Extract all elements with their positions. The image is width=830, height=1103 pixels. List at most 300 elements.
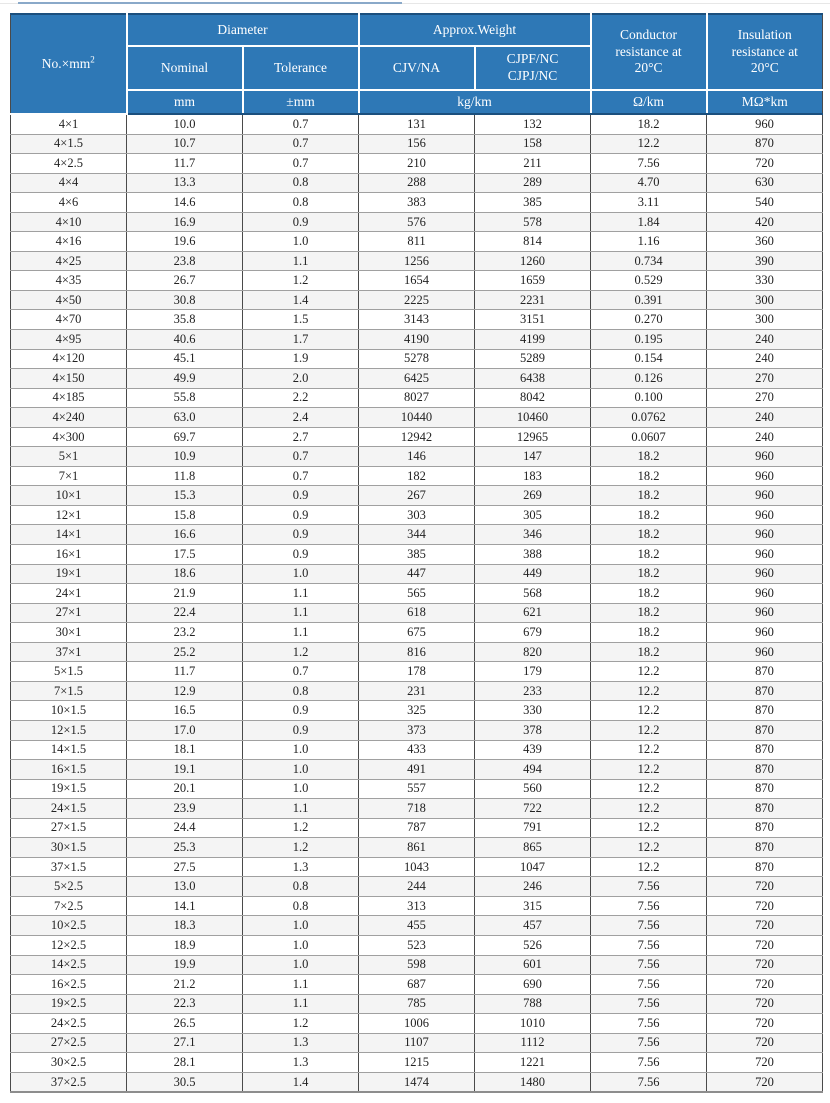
cell-tolerance_mm: 0.8 (243, 896, 359, 916)
cell-insulation_resistance: 720 (707, 896, 823, 916)
cell-weight_cjv_na: 1654 (359, 271, 475, 291)
table-row (11, 369, 823, 389)
cell-weight_cjv_na: 383 (359, 193, 475, 213)
cell-size: 27×1 (11, 603, 127, 623)
cell-size: 12×2.5 (11, 935, 127, 955)
cell-size: 14×1 (11, 525, 127, 545)
cell-weight_cjpf_cjpj: 1260 (475, 251, 591, 271)
cell-nominal_mm: 21.2 (127, 975, 243, 995)
cell-size: 4×95 (11, 330, 127, 350)
cell-insulation_resistance: 870 (707, 818, 823, 838)
cell-weight_cjpf_cjpj: 578 (475, 212, 591, 232)
cell-tolerance_mm: 1.1 (243, 603, 359, 623)
cell-nominal_mm: 23.2 (127, 623, 243, 643)
cell-weight_cjv_na: 455 (359, 916, 475, 936)
cell-conductor_resistance: 7.56 (591, 1014, 707, 1034)
cell-weight_cjv_na: 1215 (359, 1053, 475, 1073)
cell-weight_cjv_na: 1006 (359, 1014, 475, 1034)
cell-size: 24×2.5 (11, 1014, 127, 1034)
cell-weight_cjpf_cjpj: 3151 (475, 310, 591, 330)
cell-nominal_mm: 17.0 (127, 720, 243, 740)
cell-weight_cjpf_cjpj: 621 (475, 603, 591, 623)
cell-conductor_resistance: 12.2 (591, 701, 707, 721)
cell-tolerance_mm: 2.0 (243, 369, 359, 389)
cell-weight_cjpf_cjpj: 246 (475, 877, 591, 897)
cell-nominal_mm: 49.9 (127, 369, 243, 389)
cell-tolerance_mm: 1.4 (243, 1072, 359, 1092)
cell-insulation_resistance: 870 (707, 760, 823, 780)
cell-weight_cjv_na: 433 (359, 740, 475, 760)
cell-conductor_resistance: 18.2 (591, 642, 707, 662)
table-row (11, 623, 823, 643)
cell-tolerance_mm: 1.2 (243, 271, 359, 291)
cell-insulation_resistance: 720 (707, 1014, 823, 1034)
cell-weight_cjpf_cjpj: 183 (475, 466, 591, 486)
cell-weight_cjpf_cjpj: 1480 (475, 1072, 591, 1092)
cell-nominal_mm: 18.3 (127, 916, 243, 936)
cell-weight_cjpf_cjpj: 1221 (475, 1053, 591, 1073)
cell-weight_cjpf_cjpj: 346 (475, 525, 591, 545)
cell-insulation_resistance: 420 (707, 212, 823, 232)
cell-conductor_resistance: 0.529 (591, 271, 707, 291)
cell-nominal_mm: 24.4 (127, 818, 243, 838)
header-size-column (11, 14, 127, 114)
cell-weight_cjpf_cjpj: 179 (475, 662, 591, 682)
cell-weight_cjv_na: 618 (359, 603, 475, 623)
cell-weight_cjpf_cjpj: 233 (475, 681, 591, 701)
cell-size: 4×6 (11, 193, 127, 213)
cell-conductor_resistance: 18.2 (591, 114, 707, 134)
cell-insulation_resistance: 960 (707, 114, 823, 134)
cell-size: 19×1 (11, 564, 127, 584)
cell-tolerance_mm: 2.2 (243, 388, 359, 408)
cell-conductor_resistance: 7.56 (591, 896, 707, 916)
header-cjv-na: CJV/NA (359, 46, 475, 90)
table-row (11, 740, 823, 760)
cell-weight_cjv_na: 344 (359, 525, 475, 545)
cell-weight_cjpf_cjpj: 289 (475, 173, 591, 193)
cell-conductor_resistance: 0.0762 (591, 408, 707, 428)
cell-insulation_resistance: 960 (707, 447, 823, 467)
cell-tolerance_mm: 0.9 (243, 525, 359, 545)
cell-tolerance_mm: 0.7 (243, 466, 359, 486)
cell-conductor_resistance: 12.2 (591, 838, 707, 858)
cell-tolerance_mm: 0.7 (243, 447, 359, 467)
cell-weight_cjpf_cjpj: 132 (475, 114, 591, 134)
cell-weight_cjpf_cjpj: 679 (475, 623, 591, 643)
cell-nominal_mm: 23.8 (127, 251, 243, 271)
cell-conductor_resistance: 12.2 (591, 779, 707, 799)
cell-size: 10×1 (11, 486, 127, 506)
cell-nominal_mm: 21.9 (127, 584, 243, 604)
cell-conductor_resistance: 12.2 (591, 662, 707, 682)
cell-weight_cjpf_cjpj: 820 (475, 642, 591, 662)
cell-tolerance_mm: 0.9 (243, 720, 359, 740)
cell-size: 4×4 (11, 173, 127, 193)
cell-tolerance_mm: 1.7 (243, 330, 359, 350)
table-row (11, 290, 823, 310)
cell-insulation_resistance: 240 (707, 427, 823, 447)
cell-weight_cjpf_cjpj: 211 (475, 154, 591, 174)
cell-size: 37×2.5 (11, 1072, 127, 1092)
cell-weight_cjpf_cjpj: 10460 (475, 408, 591, 428)
cell-weight_cjpf_cjpj: 865 (475, 838, 591, 858)
cell-weight_cjv_na: 787 (359, 818, 475, 838)
cell-nominal_mm: 19.9 (127, 955, 243, 975)
cell-size: 4×185 (11, 388, 127, 408)
cell-weight_cjv_na: 303 (359, 505, 475, 525)
table-row (11, 994, 823, 1014)
cell-weight_cjv_na: 491 (359, 760, 475, 780)
cell-nominal_mm: 40.6 (127, 330, 243, 350)
cell-weight_cjv_na: 182 (359, 466, 475, 486)
cell-tolerance_mm: 2.7 (243, 427, 359, 447)
cell-nominal_mm: 27.1 (127, 1033, 243, 1053)
cell-weight_cjpf_cjpj: 315 (475, 896, 591, 916)
cell-weight_cjv_na: 10440 (359, 408, 475, 428)
cell-insulation_resistance: 960 (707, 486, 823, 506)
cell-weight_cjpf_cjpj: 791 (475, 818, 591, 838)
cell-insulation_resistance: 960 (707, 584, 823, 604)
cell-nominal_mm: 55.8 (127, 388, 243, 408)
cell-insulation_resistance: 870 (707, 701, 823, 721)
cell-tolerance_mm: 1.1 (243, 251, 359, 271)
cell-nominal_mm: 26.7 (127, 271, 243, 291)
table-row (11, 114, 823, 134)
cell-tolerance_mm: 1.1 (243, 584, 359, 604)
cell-weight_cjpf_cjpj: 457 (475, 916, 591, 936)
table-row (11, 975, 823, 995)
cell-weight_cjpf_cjpj: 330 (475, 701, 591, 721)
table-row (11, 388, 823, 408)
cell-weight_cjpf_cjpj: 568 (475, 584, 591, 604)
cell-nominal_mm: 16.9 (127, 212, 243, 232)
table-row (11, 330, 823, 350)
cell-insulation_resistance: 240 (707, 408, 823, 428)
cell-nominal_mm: 10.9 (127, 447, 243, 467)
cell-conductor_resistance: 12.2 (591, 799, 707, 819)
cell-conductor_resistance: 18.2 (591, 564, 707, 584)
cell-size: 5×1 (11, 447, 127, 467)
table-row (11, 154, 823, 174)
cell-weight_cjv_na: 557 (359, 779, 475, 799)
cell-size: 30×1.5 (11, 838, 127, 858)
cell-size: 16×1 (11, 545, 127, 565)
cell-tolerance_mm: 1.3 (243, 1053, 359, 1073)
cell-weight_cjv_na: 447 (359, 564, 475, 584)
cell-weight_cjpf_cjpj: 1112 (475, 1033, 591, 1053)
cell-size: 19×1.5 (11, 779, 127, 799)
top-divider-line (0, 3, 830, 4)
table-row (11, 720, 823, 740)
cell-weight_cjv_na: 146 (359, 447, 475, 467)
cell-size: 24×1 (11, 584, 127, 604)
cell-size: 10×2.5 (11, 916, 127, 936)
cell-weight_cjpf_cjpj: 814 (475, 232, 591, 252)
cell-insulation_resistance: 720 (707, 975, 823, 995)
header-cjpf-cjpj (475, 46, 591, 90)
cell-size: 4×1.5 (11, 134, 127, 154)
cell-tolerance_mm: 1.2 (243, 838, 359, 858)
cell-insulation_resistance: 300 (707, 290, 823, 310)
cell-conductor_resistance: 18.2 (591, 466, 707, 486)
table-row (11, 408, 823, 428)
cell-tolerance_mm: 1.9 (243, 349, 359, 369)
cell-insulation_resistance: 720 (707, 935, 823, 955)
cell-weight_cjv_na: 576 (359, 212, 475, 232)
table-row (11, 760, 823, 780)
cell-insulation_resistance: 870 (707, 799, 823, 819)
cell-weight_cjv_na: 1256 (359, 251, 475, 271)
unit-tolerance-mm: ±mm (243, 90, 359, 114)
cell-tolerance_mm: 0.7 (243, 662, 359, 682)
cell-nominal_mm: 13.3 (127, 173, 243, 193)
table-row (11, 134, 823, 154)
cell-size: 27×1.5 (11, 818, 127, 838)
cell-conductor_resistance: 18.2 (591, 486, 707, 506)
cell-weight_cjpf_cjpj: 1659 (475, 271, 591, 291)
cell-nominal_mm: 22.4 (127, 603, 243, 623)
cell-weight_cjpf_cjpj: 788 (475, 994, 591, 1014)
cell-nominal_mm: 23.9 (127, 799, 243, 819)
cell-weight_cjpf_cjpj: 494 (475, 760, 591, 780)
cell-insulation_resistance: 270 (707, 369, 823, 389)
cell-tolerance_mm: 1.5 (243, 310, 359, 330)
cell-tolerance_mm: 0.9 (243, 545, 359, 565)
cell-size: 4×25 (11, 251, 127, 271)
cell-tolerance_mm: 1.0 (243, 935, 359, 955)
cell-nominal_mm: 12.9 (127, 681, 243, 701)
unit-conductor-ohm-km: Ω/km (591, 90, 707, 114)
table-row (11, 232, 823, 252)
cell-tolerance_mm: 1.0 (243, 564, 359, 584)
cell-tolerance_mm: 1.0 (243, 916, 359, 936)
cell-weight_cjv_na: 385 (359, 545, 475, 565)
cell-insulation_resistance: 720 (707, 154, 823, 174)
cell-tolerance_mm: 0.8 (243, 877, 359, 897)
cell-tolerance_mm: 0.8 (243, 173, 359, 193)
cell-conductor_resistance: 0.391 (591, 290, 707, 310)
cell-insulation_resistance: 270 (707, 388, 823, 408)
cell-size: 7×1.5 (11, 681, 127, 701)
cell-insulation_resistance: 960 (707, 623, 823, 643)
cell-insulation_resistance: 240 (707, 330, 823, 350)
table-row (11, 1053, 823, 1073)
header-cjpf-line1: CJPF/NC (506, 51, 559, 67)
cell-insulation_resistance: 870 (707, 662, 823, 682)
cell-size: 19×2.5 (11, 994, 127, 1014)
cell-weight_cjpf_cjpj: 690 (475, 975, 591, 995)
table-row (11, 779, 823, 799)
cell-weight_cjv_na: 598 (359, 955, 475, 975)
cell-tolerance_mm: 1.0 (243, 232, 359, 252)
table-row (11, 857, 823, 877)
cell-conductor_resistance: 7.56 (591, 955, 707, 975)
cell-weight_cjv_na: 373 (359, 720, 475, 740)
cell-nominal_mm: 15.8 (127, 505, 243, 525)
cell-tolerance_mm: 1.0 (243, 955, 359, 975)
cell-weight_cjv_na: 2225 (359, 290, 475, 310)
cell-nominal_mm: 19.1 (127, 760, 243, 780)
cell-conductor_resistance: 7.56 (591, 975, 707, 995)
cell-size: 5×2.5 (11, 877, 127, 897)
unit-nominal-mm: mm (127, 90, 243, 114)
cell-weight_cjpf_cjpj: 722 (475, 799, 591, 819)
cell-nominal_mm: 18.1 (127, 740, 243, 760)
cell-insulation_resistance: 870 (707, 857, 823, 877)
cell-nominal_mm: 15.3 (127, 486, 243, 506)
cell-insulation_resistance: 720 (707, 916, 823, 936)
cell-conductor_resistance: 12.2 (591, 857, 707, 877)
cell-weight_cjv_na: 267 (359, 486, 475, 506)
cell-conductor_resistance: 0.154 (591, 349, 707, 369)
cell-nominal_mm: 26.5 (127, 1014, 243, 1034)
cell-weight_cjpf_cjpj: 385 (475, 193, 591, 213)
cell-conductor_resistance: 18.2 (591, 525, 707, 545)
cell-weight_cjv_na: 3143 (359, 310, 475, 330)
cell-insulation_resistance: 720 (707, 955, 823, 975)
unit-weight-kg-km: kg/km (359, 90, 591, 114)
cell-nominal_mm: 69.7 (127, 427, 243, 447)
cell-nominal_mm: 22.3 (127, 994, 243, 1014)
cell-conductor_resistance: 18.2 (591, 545, 707, 565)
cell-size: 4×16 (11, 232, 127, 252)
table-row (11, 193, 823, 213)
cell-size: 12×1.5 (11, 720, 127, 740)
cell-insulation_resistance: 870 (707, 681, 823, 701)
cell-tolerance_mm: 0.8 (243, 193, 359, 213)
cell-weight_cjpf_cjpj: 449 (475, 564, 591, 584)
cell-weight_cjv_na: 156 (359, 134, 475, 154)
cell-tolerance_mm: 0.7 (243, 154, 359, 174)
table-row (11, 916, 823, 936)
cell-tolerance_mm: 0.9 (243, 212, 359, 232)
cell-insulation_resistance: 870 (707, 779, 823, 799)
table-row (11, 955, 823, 975)
cell-conductor_resistance: 0.270 (591, 310, 707, 330)
cell-nominal_mm: 63.0 (127, 408, 243, 428)
cell-weight_cjv_na: 131 (359, 114, 475, 134)
cell-conductor_resistance: 18.2 (591, 447, 707, 467)
table-row (11, 525, 823, 545)
cell-size: 7×2.5 (11, 896, 127, 916)
cell-weight_cjv_na: 210 (359, 154, 475, 174)
cell-nominal_mm: 35.8 (127, 310, 243, 330)
cell-nominal_mm: 19.6 (127, 232, 243, 252)
cell-insulation_resistance: 870 (707, 134, 823, 154)
cell-weight_cjv_na: 675 (359, 623, 475, 643)
header-nominal: Nominal (127, 46, 243, 90)
cell-size: 4×35 (11, 271, 127, 291)
cell-insulation_resistance: 720 (707, 1033, 823, 1053)
cell-conductor_resistance: 1.16 (591, 232, 707, 252)
cell-weight_cjv_na: 1043 (359, 857, 475, 877)
table-row (11, 466, 823, 486)
table-row (11, 799, 823, 819)
cell-weight_cjv_na: 244 (359, 877, 475, 897)
cell-weight_cjv_na: 565 (359, 584, 475, 604)
table-header (11, 14, 823, 114)
cell-weight_cjpf_cjpj: 8042 (475, 388, 591, 408)
table-row (11, 642, 823, 662)
cell-conductor_resistance: 12.2 (591, 681, 707, 701)
cell-size: 16×2.5 (11, 975, 127, 995)
cell-insulation_resistance: 720 (707, 994, 823, 1014)
cell-weight_cjpf_cjpj: 601 (475, 955, 591, 975)
cell-nominal_mm: 25.2 (127, 642, 243, 662)
cell-insulation_resistance: 960 (707, 505, 823, 525)
table-row (11, 505, 823, 525)
cell-tolerance_mm: 1.2 (243, 642, 359, 662)
cell-tolerance_mm: 0.8 (243, 681, 359, 701)
table-row (11, 447, 823, 467)
cell-weight_cjv_na: 178 (359, 662, 475, 682)
cell-weight_cjv_na: 5278 (359, 349, 475, 369)
cell-weight_cjv_na: 12942 (359, 427, 475, 447)
table-row (11, 584, 823, 604)
cell-size: 10×1.5 (11, 701, 127, 721)
cell-tolerance_mm: 0.7 (243, 134, 359, 154)
table-row (11, 349, 823, 369)
cell-insulation_resistance: 720 (707, 877, 823, 897)
cell-size: 37×1 (11, 642, 127, 662)
cell-tolerance_mm: 2.4 (243, 408, 359, 428)
cell-conductor_resistance: 12.2 (591, 760, 707, 780)
table-row (11, 545, 823, 565)
cell-insulation_resistance: 870 (707, 720, 823, 740)
cell-conductor_resistance: 1.84 (591, 212, 707, 232)
cell-nominal_mm: 18.6 (127, 564, 243, 584)
cell-nominal_mm: 16.5 (127, 701, 243, 721)
cell-weight_cjpf_cjpj: 378 (475, 720, 591, 740)
cell-tolerance_mm: 0.9 (243, 505, 359, 525)
cell-insulation_resistance: 330 (707, 271, 823, 291)
table-row (11, 251, 823, 271)
cell-weight_cjv_na: 231 (359, 681, 475, 701)
cell-weight_cjpf_cjpj: 4199 (475, 330, 591, 350)
cell-weight_cjpf_cjpj: 5289 (475, 349, 591, 369)
cell-size: 4×2.5 (11, 154, 127, 174)
header-insulation-resistance: Insulation resistance at 20°C (707, 14, 823, 90)
cell-tolerance_mm: 0.7 (243, 114, 359, 134)
cell-weight_cjpf_cjpj: 158 (475, 134, 591, 154)
header-size-sup: 2 (90, 54, 95, 65)
table-row (11, 1033, 823, 1053)
cell-weight_cjpf_cjpj: 12965 (475, 427, 591, 447)
cell-insulation_resistance: 720 (707, 1053, 823, 1073)
header-tolerance: Tolerance (243, 46, 359, 90)
cell-weight_cjpf_cjpj: 439 (475, 740, 591, 760)
cell-weight_cjv_na: 1107 (359, 1033, 475, 1053)
cell-tolerance_mm: 1.0 (243, 779, 359, 799)
cell-insulation_resistance: 960 (707, 564, 823, 584)
cell-conductor_resistance: 0.734 (591, 251, 707, 271)
cell-nominal_mm: 11.7 (127, 662, 243, 682)
cell-conductor_resistance: 0.100 (591, 388, 707, 408)
cell-size: 4×300 (11, 427, 127, 447)
cell-weight_cjv_na: 1474 (359, 1072, 475, 1092)
cell-conductor_resistance: 0.126 (591, 369, 707, 389)
cell-conductor_resistance: 18.2 (591, 603, 707, 623)
cell-size: 4×1 (11, 114, 127, 134)
cell-tolerance_mm: 1.2 (243, 818, 359, 838)
cell-nominal_mm: 10.7 (127, 134, 243, 154)
table-row (11, 271, 823, 291)
cell-insulation_resistance: 720 (707, 1072, 823, 1092)
cell-size: 14×1.5 (11, 740, 127, 760)
cell-size: 4×10 (11, 212, 127, 232)
cell-conductor_resistance: 7.56 (591, 994, 707, 1014)
